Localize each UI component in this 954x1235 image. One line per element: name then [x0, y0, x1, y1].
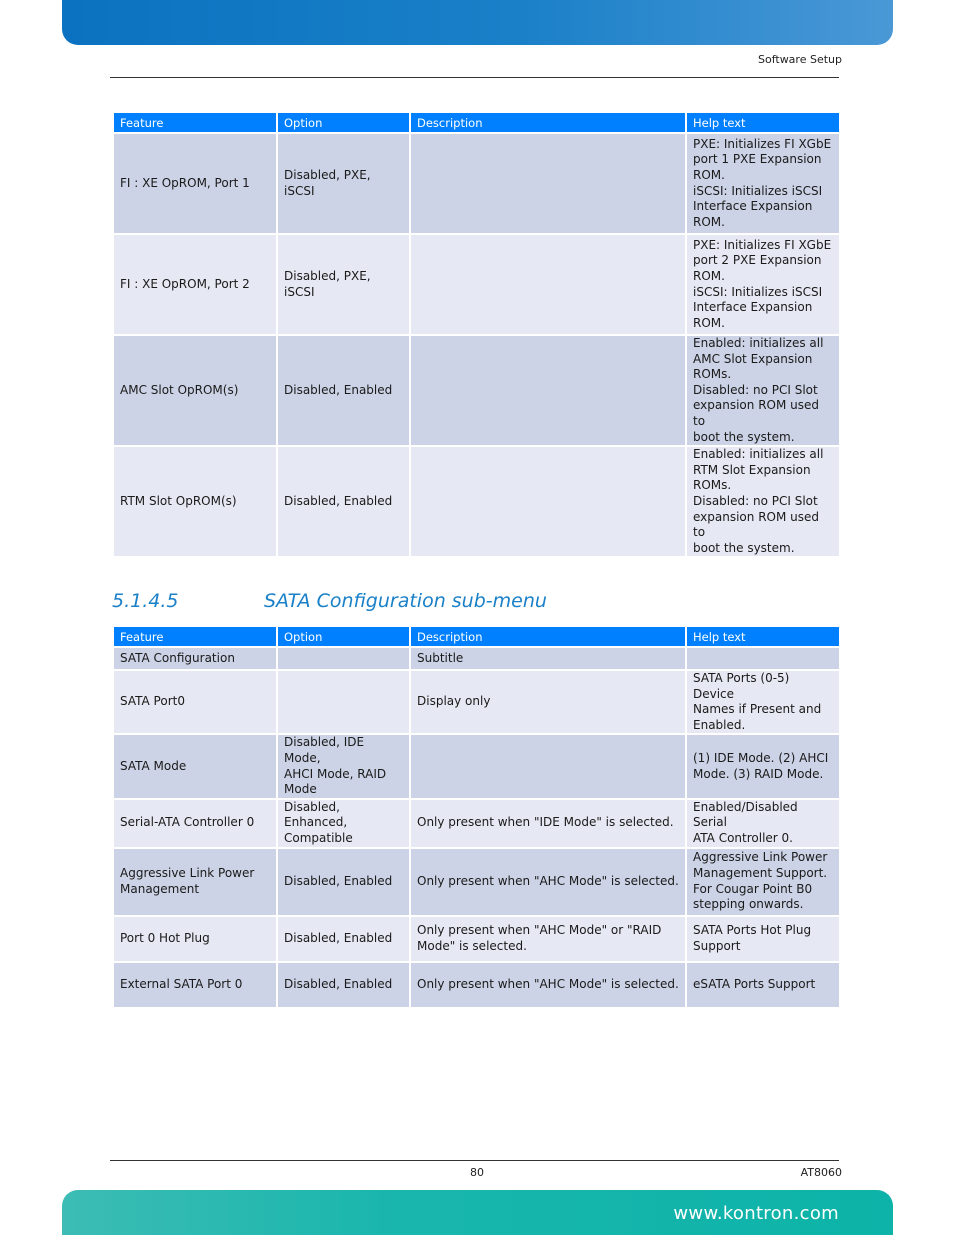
help-line: SATA Ports Hot Plug	[693, 922, 812, 937]
option-cell	[278, 735, 409, 797]
table-row	[114, 800, 839, 847]
help-line: Interface Expansion	[693, 199, 813, 214]
feature-cell: External SATA Port 0	[114, 963, 276, 1007]
column-header-help: Help text	[687, 113, 839, 132]
help-line: stepping onwards.	[693, 897, 804, 912]
help-line: Enabled.	[693, 717, 746, 732]
feature-cell: SATA Port0	[114, 671, 276, 733]
column-header-description: Description	[411, 627, 685, 646]
help-line: iSCSI: Initializes iSCSI	[693, 284, 823, 299]
table-row	[114, 735, 839, 797]
help-cell	[687, 235, 839, 334]
help-line: boot the system.	[693, 429, 795, 444]
description-cell: Only present when "AHC Mode" is selected.	[411, 849, 685, 915]
help-cell	[687, 447, 839, 556]
help-line: AMC Slot Expansion	[693, 351, 813, 366]
help-line: Enabled/Disabled Serial	[693, 799, 798, 830]
description-cell: Display only	[411, 671, 685, 733]
help-line: ROMs.	[693, 478, 732, 493]
help-line: Enabled: initializes all	[693, 447, 824, 462]
help-line: boot the system.	[693, 540, 795, 555]
opROM-table	[112, 111, 841, 558]
help-line: RTM Slot Expansion	[693, 462, 811, 477]
help-line: expansion ROM used to	[693, 509, 820, 540]
help-line: ROM.	[693, 167, 725, 182]
help-line: Aggressive Link Power	[693, 850, 828, 865]
table-row	[114, 671, 839, 733]
help-line: ATA Controller 0.	[693, 830, 793, 845]
table-row	[114, 648, 839, 669]
help-cell	[687, 849, 839, 915]
description-line: Only present when "AHC Mode" or "RAID	[417, 922, 662, 937]
option-cell	[278, 671, 409, 733]
help-line: Enabled: initializes all	[693, 336, 824, 350]
description-cell	[411, 235, 685, 334]
option-cell	[278, 648, 409, 669]
page-number: 80	[470, 1166, 484, 1179]
document-id: AT8060	[800, 1166, 842, 1179]
help-line: Management Support.	[693, 865, 828, 880]
description-cell: Subtitle	[411, 648, 685, 669]
description-cell	[411, 735, 685, 797]
help-line: PXE: Initializes FI XGbE	[693, 237, 832, 252]
table-row	[114, 849, 839, 915]
table-row	[114, 134, 839, 233]
feature-cell: FI : XE OpROM, Port 2	[114, 235, 276, 334]
help-cell: eSATA Ports Support	[687, 963, 839, 1007]
website-link[interactable]: www.kontron.com	[673, 1203, 839, 1224]
feature-cell: Port 0 Hot Plug	[114, 917, 276, 961]
description-cell	[411, 917, 685, 961]
help-line: Interface Expansion	[693, 300, 813, 315]
section-heading	[112, 590, 547, 612]
option-cell	[278, 800, 409, 847]
column-header-description: Description	[411, 113, 685, 132]
option-cell: Disabled, Enabled	[278, 849, 409, 915]
help-cell	[687, 671, 839, 733]
table-row	[114, 963, 839, 1007]
option-cell: Disabled, Enabled	[278, 963, 409, 1007]
table-row	[114, 917, 839, 961]
feature-line: Aggressive Link Power	[120, 865, 255, 880]
description-cell: Only present when "AHC Mode" is selected.	[411, 963, 685, 1007]
help-line: ROM.	[693, 214, 725, 229]
option-cell: Disabled, PXE, iSCSI	[278, 235, 409, 334]
option-cell: Disabled, PXE, iSCSI	[278, 134, 409, 233]
top-banner	[62, 0, 893, 45]
option-cell: Disabled, Enabled	[278, 447, 409, 556]
feature-line: Management	[120, 881, 200, 896]
description-cell	[411, 336, 685, 445]
column-header-option: Option	[278, 113, 409, 132]
section-title: SATA Configuration sub-menu	[264, 590, 547, 612]
option-line: Disabled, Enhanced,	[284, 799, 348, 830]
bottom-banner	[62, 1190, 893, 1235]
option-line: Compatible	[284, 830, 353, 845]
description-line: Mode" is selected.	[417, 938, 527, 953]
feature-cell: SATA Mode	[114, 735, 276, 797]
help-line: SATA Ports (0-5) Device	[693, 671, 790, 701]
column-header-feature: Feature	[114, 627, 276, 646]
help-line: iSCSI: Initializes iSCSI	[693, 183, 823, 198]
feature-cell: SATA Configuration	[114, 648, 276, 669]
sata-config-table	[112, 625, 841, 1009]
help-line: Mode. (3) RAID Mode.	[693, 766, 824, 781]
help-cell	[687, 134, 839, 233]
help-line: port 1 PXE Expansion	[693, 152, 822, 167]
description-cell	[411, 134, 685, 233]
column-header-option: Option	[278, 627, 409, 646]
feature-cell: AMC Slot OpROM(s)	[114, 336, 276, 445]
help-cell	[687, 917, 839, 961]
header-divider	[110, 77, 839, 78]
table-row	[114, 235, 839, 334]
description-cell: Only present when "IDE Mode" is selected.	[411, 800, 685, 847]
help-line: For Cougar Point B0	[693, 881, 813, 896]
help-line: ROMs.	[693, 367, 732, 382]
help-line: ROM.	[693, 315, 725, 330]
option-cell: Disabled, Enabled	[278, 336, 409, 445]
column-header-help: Help text	[687, 627, 839, 646]
help-line: Support	[693, 938, 741, 953]
footer-divider	[110, 1160, 839, 1161]
option-cell: Disabled, Enabled	[278, 917, 409, 961]
column-header-feature: Feature	[114, 113, 276, 132]
description-cell	[411, 447, 685, 556]
section-label: Software Setup	[757, 53, 842, 66]
help-line: port 2 PXE Expansion	[693, 253, 822, 268]
section-number: 5.1.4.5	[112, 590, 179, 612]
help-line: (1) IDE Mode. (2) AHCI	[693, 750, 829, 765]
help-cell	[687, 336, 839, 445]
table-row	[114, 447, 839, 556]
table-row	[114, 336, 839, 445]
option-line: Disabled, IDE Mode,	[284, 735, 365, 765]
option-line: Mode	[284, 782, 317, 797]
table-header-row	[114, 627, 839, 646]
help-line: expansion ROM used to	[693, 398, 820, 428]
help-cell	[687, 735, 839, 797]
help-line: Disabled: no PCI Slot	[693, 382, 818, 397]
table-header-row	[114, 113, 839, 132]
help-line: PXE: Initializes FI XGbE	[693, 136, 832, 151]
help-line: Disabled: no PCI Slot	[693, 493, 818, 508]
option-line: AHCI Mode, RAID	[284, 766, 387, 781]
feature-cell: Serial-ATA Controller 0	[114, 800, 276, 847]
feature-cell: FI : XE OpROM, Port 1	[114, 134, 276, 233]
help-line: ROM.	[693, 268, 725, 283]
help-cell	[687, 648, 839, 669]
feature-cell: RTM Slot OpROM(s)	[114, 447, 276, 556]
feature-cell	[114, 849, 276, 915]
help-line: Names if Present and	[693, 702, 822, 717]
help-cell	[687, 800, 839, 847]
